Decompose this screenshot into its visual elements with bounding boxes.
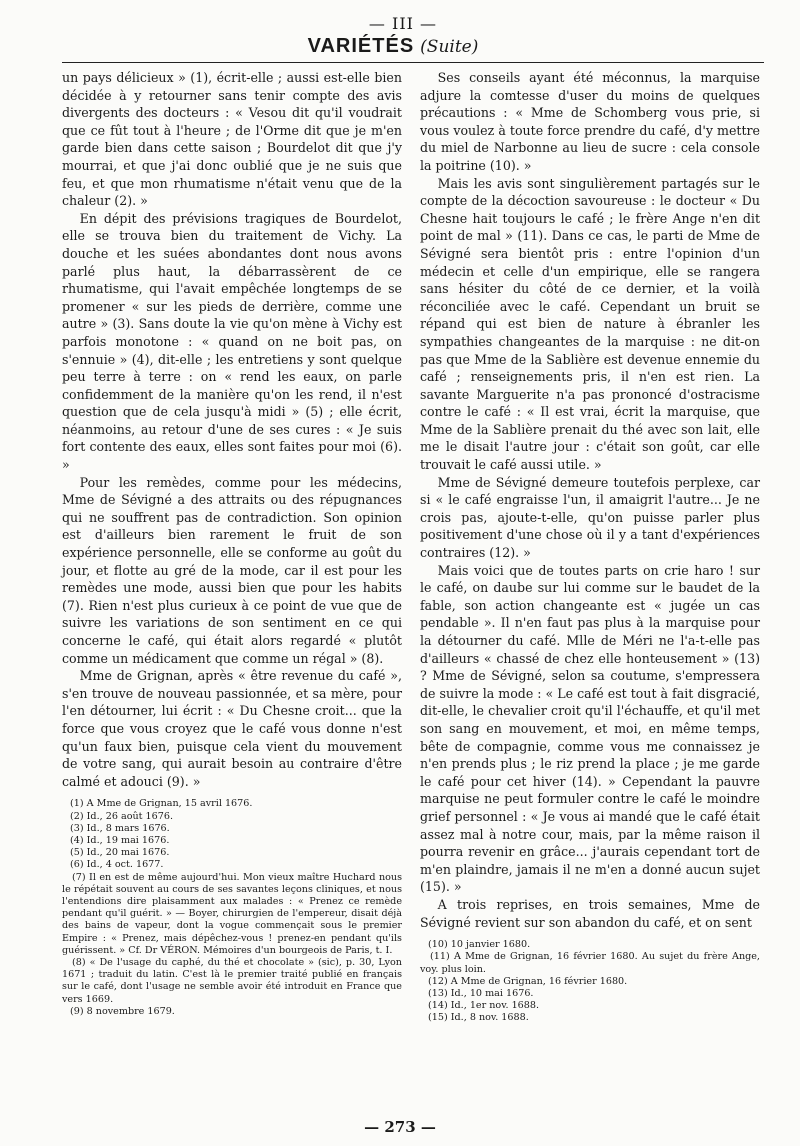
- footnotes-left: [62, 798, 402, 1018]
- paragraph: Ses conseils ayant été méconnus, la marquise adjure la comtesse d'user du moins de quelques précautions : « Mme de Schomberg vous prie, si vous voulez à toute force prendre du café, d'y mettre du miel de Narbonne au lieu de sucre : cela console la poitrine (10). »: [420, 70, 760, 173]
- footnotes-right: [420, 939, 760, 1024]
- footnote: (11) A Mme de Grignan, 16 février 1680. Au sujet du frère Ange, voy. plus loin.: [420, 951, 760, 975]
- footnote: (5) Id., 20 mai 1676.: [70, 847, 170, 859]
- footnote: (2) Id., 26 août 1676.: [70, 810, 174, 822]
- paragraph: A trois reprises, en trois semaines, Mme de Sévigné revient sur son abandon du café, et on sent: [420, 896, 760, 930]
- paragraph: Mme de Sévigné demeure toutefois perplexe, car si « le café engraisse l'un, il amaigrit l'autre... Je ne crois pas, ajoute-t-elle, qu'on puisse parler plus positivement d'une chose où il y a tant d'expériences contraires (12). »: [420, 474, 760, 561]
- text-columns: [62, 69, 764, 1025]
- footnote: (3) Id., 8 mars 1676.: [70, 822, 170, 834]
- section-title: VARIÉTÉS: [307, 35, 415, 57]
- footnote: (13) Id., 10 mai 1676.: [428, 987, 534, 999]
- footnote: (9) 8 novembre 1679.: [70, 1005, 175, 1017]
- paragraph: En dépit des prévisions tragiques de Bourdelot, elle se trouva bien du traitement de Vichy. La douche et les suées abondantes dont nous avons parlé plus haut, la débarrassèrent de ce rhumatisme, qui l'avait empêchée longtemps de se promener « sur les pieds de derrière, comme une autre » (3). Sans doute la vie qu'on mène à Vichy est parfois monotone : « quand on ne boit pas, on s'ennuie » (4), dit-elle ; les entretiens y sont quelque peu terre à terre : on « rend les eaux, on parle confidemment de la manière qu'on les rend, il n'est question que de cela jusqu'à midi » (5) ; elle écrit, néanmoins, au retour d'une de ses cures : « Je suis fort contente des eaux, elles sont faites pour moi (6). »: [62, 210, 402, 473]
- right-column: [420, 69, 760, 1025]
- footnote: (7) Il en est de même aujourd'hui. Mon vieux maître Huchard nous le répétait souvent au cours de ses savantes leçons cliniques, et nous l'entendions dire plaisamment aux malades : « Prenez ce remède pendant qu'il guérit. » — Boyer, chirurgien de l'empereur, disait déjà des bains de vapeur, dont la vogue commençait sous le premier Empire : « Prenez, mais dépêchez-vous ! prenez-en pendant qu'ils guérissent. » Cf. Dr VÉRON. Mémoires d'un bourgeois de Paris, t. I.: [62, 871, 402, 956]
- footnote: (14) Id., 1er nov. 1688.: [428, 1000, 540, 1012]
- footnote: (6) Id., 4 oct. 1677.: [70, 859, 164, 871]
- header-rule: [62, 62, 764, 63]
- paragraph: Pour les remèdes, comme pour les médecins, Mme de Sévigné a des attraits ou des répugnances qui ne souffrent pas de contradiction. Son opinion est d'ailleurs bien rarement le fruit de son expérience personnelle, elle se conforme au goût du jour, et flotte au gré de la mode, car il est pour les remèdes une mode, aussi bien que pour les habits (7). Rien n'est plus curieux à ce point de vue que de suivre les variations de son sentiment en ce qui concerne le café, qui était alors regardé « plutôt comme un médicament que comme un régal » (8).: [62, 474, 402, 666]
- paragraph: Mme de Grignan, après « être revenue du café », s'en trouve de nouveau passionnée, et sa mère, pour l'en détourner, lui écrit : « Du Chesne croit... que la force que vous croyez que le café vous donne n'est qu'un faux bien, puisque cela vient du mouvement de votre sang, qui aurait besoin au contraire d'être calmé et adouci (9). »: [62, 668, 402, 789]
- paragraph: Mais voici que de toutes parts on crie haro ! sur le café, on daube sur lui comme sur le baudet de la fable, son action changeante est « jugée un cas pendable ». Il n'en faut pas plus à la marquise pour la détourner du café. Mlle de Méri ne l'a-t-elle pas d'ailleurs « chassé de chez elle honteusement » (13) ? Mme de Sévigné, selon sa coutume, s'empressera de suivre la mode : « Le café est tout à fait disgracié, dit-elle, le chevalier croit qu'il l'échauffe, et qu'il met son sang en mouvement, et moi, en même temps, bête de compagnie, comme vous me connaissez je n'en prends plus ; le riz prend la place ; je me garde le café pour cet hiver (14). » Cependant la pauvre marquise ne peut formuler contre le café le moindre grief personnel : « Je vous ai mandé que le café était assez mal à notre cour, mais, par la même raison il pourra revenir en grâce... j'aurais cependant tort de m'en plaindre, jamais il ne m'en a donné aucun sujet (15). »: [420, 562, 760, 895]
- paragraph: Mais les avis sont singulièrement partagés sur le compte de la décoction savoureuse : le docteur « Du Chesne hait toujours le café ; le frère Ange n'en dit point de mal » (11). Dans ce cas, le parti de Mme de Sévigné sera bientôt pris : entre l'opinion d'un médecin et celle d'un empirique, elle se rangera sans hésiter du côté de ce dernier, et la voilà réconciliée avec le café. Cependant un bruit se répand qui est bien de nature à ébranler les sympathies changeantes de la marquise : ne dit-on pas que Mme de la Sablière est devenue ennemie du café ; renseignements pris, il n'en est rien. La savante Marguerite n'a pas prononcé d'ostracisme contre le café : « Il est vrai, écrit la marquise, que Mme de la Sablière prenait du thé avec son lait, elle me le disait l'autre jour : c'était son goût, car elle trouvait le café aussi utile. »: [420, 175, 760, 473]
- paragraph: un pays délicieux » (1), écrit-elle ; aussi est-elle bien décidée à y retourner sans tenir compte des avis divergents des docteurs : « Vesou dit qu'il voudrait que ce fût tout à l'heure ; de l'Orme dit que je m'en garde bien dans cette saison ; Bourdelot dit que j'y mourrai, et que j'ai donc oublié que je ne suis que feu, et que mon rhumatisme n'était venu que de la chaleur (2). »: [62, 70, 402, 209]
- section-subtitle: (Suite): [420, 37, 479, 57]
- footnote: (10) 10 janvier 1680.: [428, 939, 531, 951]
- footnote: (15) Id., 8 nov. 1688.: [428, 1012, 529, 1024]
- footnote: (4) Id., 19 mai 1676.: [70, 834, 170, 846]
- left-column: [62, 69, 402, 1025]
- roman-page-number: — III —: [368, 14, 438, 33]
- footnote: (8) « De l'usage du caphé, du thé et chocolate » (sic), p. 30, Lyon 1671 ; traduit du latin. C'est là le premier traité publié en français sur le café, dont l'usage ne semble avoir été introduit en France que vers 1669.: [62, 956, 402, 1005]
- section-header: [62, 35, 724, 58]
- footnote: (12) A Mme de Grignan, 16 février 1680.: [428, 975, 628, 987]
- footnote: (1) A Mme de Grignan, 15 avril 1676.: [70, 798, 253, 810]
- page-number: — 273 —: [364, 1118, 436, 1136]
